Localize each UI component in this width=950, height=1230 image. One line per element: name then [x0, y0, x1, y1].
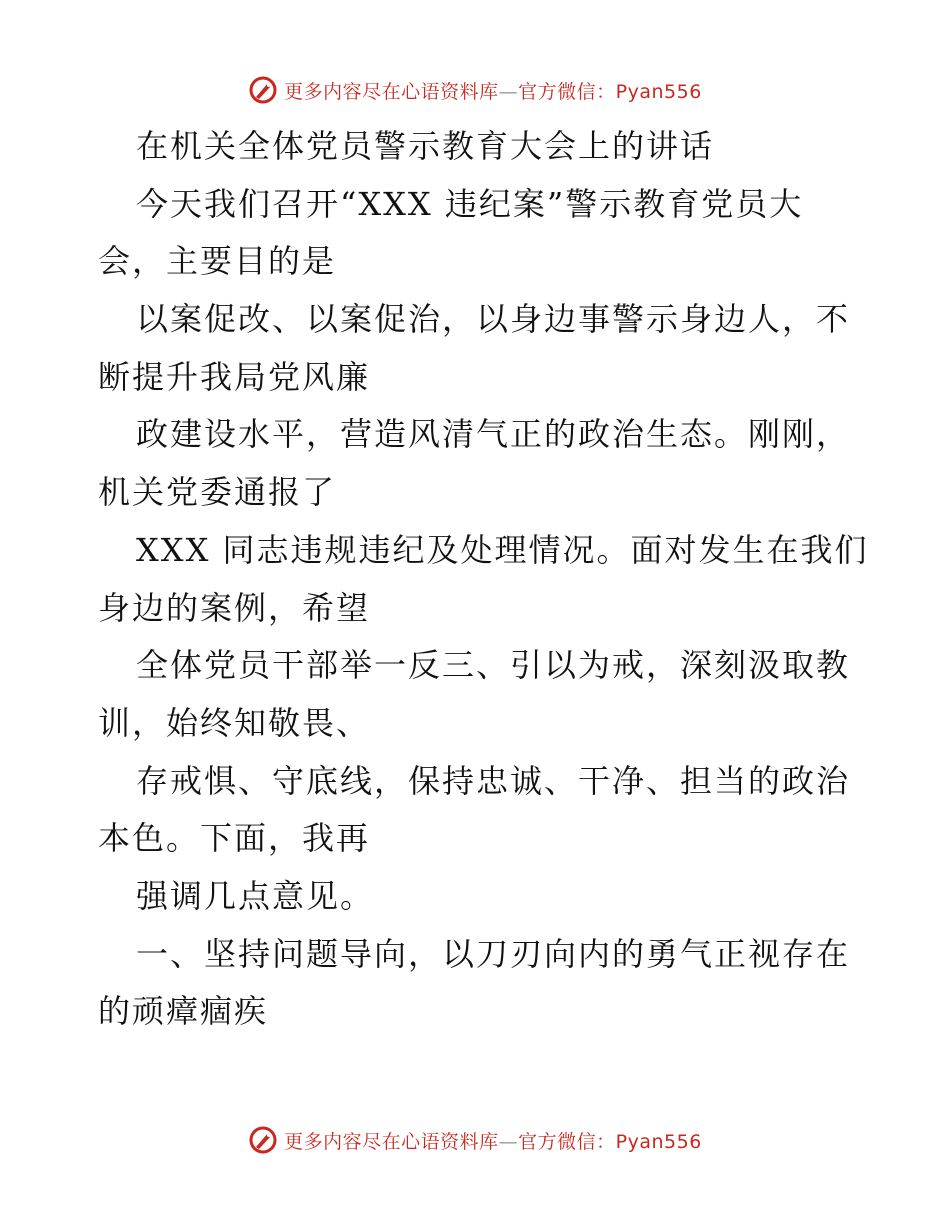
footer-banner [0, 1120, 950, 1160]
pen-logo-icon [248, 1125, 278, 1155]
text-line: XXX 同志违规违纪及处理情况。面对发生在我们 [136, 530, 869, 569]
text-line: 以案促改、以案促治，以身边事警示身边人，不 [136, 300, 851, 339]
document-body [98, 118, 869, 1041]
header-banner [0, 70, 950, 110]
text-line: 训，始终知敬畏、 [98, 703, 371, 742]
text-line: 会，主要目的是 [98, 242, 337, 281]
text-line: 身边的案例，希望 [98, 588, 371, 627]
text-line: 强调几点意见。 [136, 876, 375, 915]
text-line: 机关党委通报了 [98, 473, 337, 512]
text-line: 断提升我局党风廉 [98, 357, 371, 396]
text-line: 在机关全体党员警示教育大会上的讲话 [136, 127, 715, 165]
text-line: 一、坚持问题导向，以刀刃向内的勇气正视存在 [136, 934, 851, 973]
pen-logo-icon [248, 75, 278, 105]
banner-text: 更多内容尽在心语资料库—官方微信：Pyan556 [284, 80, 702, 103]
text-line: 存戒惧、守底线，保持忠诚、干净、担当的政治 [136, 761, 851, 800]
text-line: 今天我们召开“XXX 违纪案”警示教育党员大 [136, 184, 804, 223]
text-line: 的顽瘴痼疾 [98, 992, 269, 1031]
text-line: 本色。下面，我再 [98, 819, 371, 858]
banner-text: 更多内容尽在心语资料库—官方微信：Pyan556 [284, 1130, 702, 1153]
text-line: 政建设水平，营造风清气正的政治生态。刚刚， [136, 415, 851, 454]
text-line: 全体党员干部举一反三、引以为戒，深刻汲取教 [136, 646, 851, 685]
